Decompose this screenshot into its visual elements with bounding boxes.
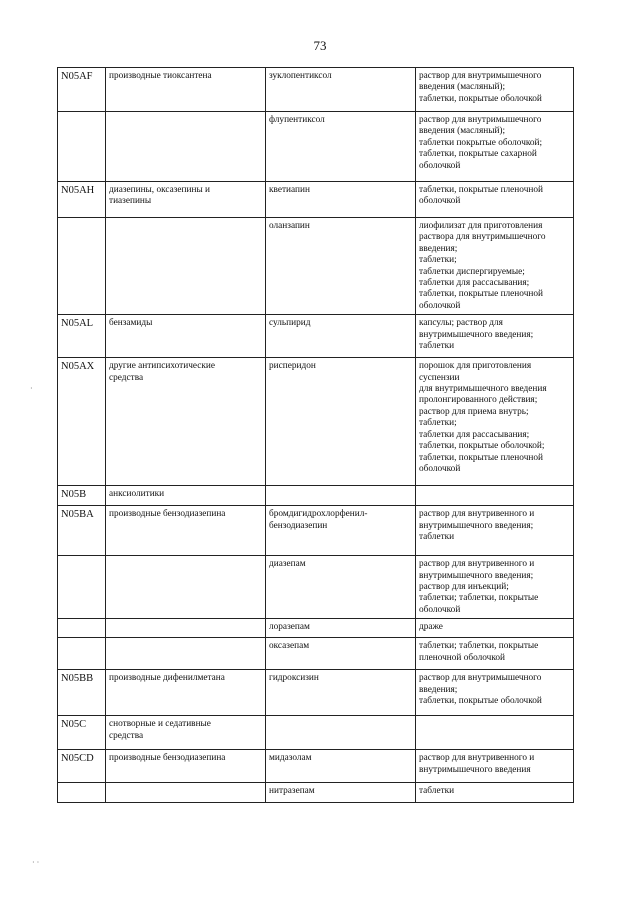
group-name-line: другие антипсихотические	[109, 361, 215, 372]
drug-name-line: рисперидон	[269, 361, 316, 372]
margin-mark: ·	[30, 384, 33, 393]
dosage-forms-line: капсулы; раствор для	[419, 318, 503, 329]
group-name-cell	[106, 358, 266, 486]
drug-name-cell	[266, 506, 416, 556]
group-name-cell	[106, 315, 266, 358]
dosage-forms-line: таблетки, покрытые оболочкой;	[419, 441, 545, 452]
atc-code-cell	[58, 506, 106, 556]
atc-code-cell	[58, 783, 106, 803]
group-name-cell	[106, 638, 266, 670]
dosage-forms-line: таблетки, покрытые оболочкой	[419, 93, 542, 104]
dosage-forms-line: таблетки, покрытые пленочной	[419, 185, 543, 195]
dosage-forms-line: раствор для внутривенного и	[419, 753, 535, 764]
dosage-forms-cell	[416, 670, 574, 716]
dosage-forms-line: оболочкой	[419, 196, 461, 207]
dosage-forms-line: для внутримышечного введения	[419, 384, 547, 395]
dosage-forms-line: таблетки диспергируемые;	[419, 266, 525, 277]
atc-code: N05AL	[61, 318, 94, 330]
dosage-forms-line: раствор для приема внутрь;	[419, 406, 529, 417]
atc-code-cell	[58, 670, 106, 716]
group-name-line: производные бензодиазепина	[109, 753, 226, 764]
dosage-forms-cell	[416, 182, 574, 218]
drug-name-cell	[266, 68, 416, 112]
dosage-forms-cell	[416, 68, 574, 112]
dosage-forms-line: внутримышечного введения;	[419, 570, 534, 581]
atc-code: N05AX	[61, 361, 95, 373]
dosage-forms-line: раствор для внутримышечного	[419, 673, 542, 684]
drug-name-line: флупентиксол	[269, 115, 325, 125]
atc-code: N05C	[61, 719, 87, 731]
dosage-forms-line: таблетки	[419, 341, 455, 352]
atc-code: N05BA	[61, 509, 94, 521]
group-name-cell	[106, 182, 266, 218]
group-name-line: бензамиды	[109, 318, 153, 329]
dosage-forms-line: оболочкой	[419, 160, 461, 171]
dosage-forms-line: таблетки;	[419, 418, 457, 429]
drug-name-cell	[266, 486, 416, 506]
dosage-forms-line: таблетки	[419, 532, 455, 543]
group-name-line: производные тиоксантена	[109, 71, 212, 81]
dosage-forms-cell	[416, 750, 574, 783]
group-name-cell	[106, 556, 266, 619]
dosage-forms-line: таблетки для рассасывания;	[419, 429, 530, 440]
dosage-forms-cell	[416, 716, 574, 750]
group-name-cell	[106, 783, 266, 803]
drug-name-line: мидазолам	[269, 753, 312, 764]
drug-name-cell	[266, 619, 416, 638]
margin-mark: · ·	[32, 858, 40, 867]
drug-name-cell	[266, 716, 416, 750]
dosage-forms-line: оболочкой	[419, 604, 461, 615]
dosage-forms-line: таблетки, покрытые сахарной	[419, 149, 537, 160]
dosage-forms-line: введения;	[419, 684, 458, 695]
atc-code: N05AH	[61, 185, 95, 196]
table-row	[58, 619, 574, 638]
dosage-forms-cell	[416, 218, 574, 315]
dosage-forms-line: таблетки; таблетки, покрытые	[419, 593, 539, 604]
dosage-forms-line: раствор для внутривенного и	[419, 559, 535, 570]
dosage-forms-line: драже	[419, 622, 443, 633]
table-row	[58, 750, 574, 783]
table-row	[58, 638, 574, 670]
atc-code-cell	[58, 182, 106, 218]
atc-code-cell	[58, 716, 106, 750]
drug-name-cell	[266, 638, 416, 670]
dosage-forms-line: таблетки, покрытые пленочной	[419, 289, 543, 300]
drug-name-line: сульпирид	[269, 318, 311, 329]
dosage-forms-cell	[416, 783, 574, 803]
dosage-forms-line: раствор для внутривенного и	[419, 509, 535, 520]
drug-name-line: диазепам	[269, 559, 306, 570]
group-name-line: тиазепины	[109, 196, 152, 207]
dosage-forms-line: таблетки для рассасывания;	[419, 278, 530, 289]
dosage-forms-line: внутримышечного введения;	[419, 520, 534, 531]
dosage-forms-line: оболочкой	[419, 463, 461, 474]
atc-code-cell	[58, 750, 106, 783]
dosage-forms-line: введения (масляный);	[419, 82, 506, 93]
table-row	[58, 68, 574, 112]
atc-code-cell	[58, 358, 106, 486]
dosage-forms-cell	[416, 556, 574, 619]
atc-code-cell	[58, 112, 106, 182]
drug-name-line: кветиапин	[269, 185, 310, 195]
drug-name-cell	[266, 218, 416, 315]
dosage-forms-cell	[416, 506, 574, 556]
table-row	[58, 182, 574, 218]
group-name-line: средства	[109, 372, 144, 383]
drug-name-line: лоразепам	[269, 622, 310, 633]
group-name-line: снотворные и седативные	[109, 719, 211, 730]
atc-code: N05B	[61, 489, 87, 501]
dosage-forms-cell	[416, 486, 574, 506]
drug-name-line: зуклопентиксол	[269, 71, 332, 81]
dosage-forms-cell	[416, 358, 574, 486]
drug-name-cell	[266, 670, 416, 716]
group-name-cell	[106, 68, 266, 112]
atc-code: N05CD	[61, 753, 94, 765]
dosage-forms-line: таблетки покрытые оболочкой;	[419, 137, 543, 148]
group-name-cell	[106, 619, 266, 638]
atc-code: N05AF	[61, 71, 93, 82]
table-row	[58, 670, 574, 716]
group-name-line: средства	[109, 730, 144, 741]
group-name-cell	[106, 486, 266, 506]
drug-name-line: бромдигидрохлорфенил-	[269, 509, 368, 520]
drug-table	[57, 67, 574, 803]
dosage-forms-line: внутримышечного введения;	[419, 329, 534, 340]
drug-name-cell	[266, 182, 416, 218]
dosage-forms-cell	[416, 315, 574, 358]
dosage-forms-line: таблетки, покрытые пленочной	[419, 452, 543, 463]
dosage-forms-line: порошок для приготовления	[419, 361, 532, 372]
drug-name-cell	[266, 112, 416, 182]
group-name-line: диазепины, оксазепины и	[109, 185, 211, 195]
dosage-forms-line: раствор для внутримышечного	[419, 71, 542, 81]
drug-name-line: гидроксизин	[269, 673, 319, 684]
atc-code-cell	[58, 619, 106, 638]
drug-name-cell	[266, 556, 416, 619]
dosage-forms-line: раствор для внутримышечного	[419, 115, 542, 125]
atc-code-cell	[58, 556, 106, 619]
drug-name-cell	[266, 358, 416, 486]
group-name-cell	[106, 670, 266, 716]
group-name-cell	[106, 750, 266, 783]
dosage-forms-line: таблетки; таблетки, покрытые	[419, 641, 539, 652]
table-body	[58, 68, 574, 803]
atc-code-cell	[58, 218, 106, 315]
dosage-forms-line: таблетки, покрытые оболочкой	[419, 696, 542, 707]
table-row	[58, 315, 574, 358]
drug-name-line: нитразепам	[269, 786, 315, 797]
table-row	[58, 783, 574, 803]
table-row	[58, 506, 574, 556]
atc-code-cell	[58, 638, 106, 670]
dosage-forms-line: внутримышечного введения	[419, 764, 531, 775]
table-row	[58, 358, 574, 486]
drug-name-line: оксазепам	[269, 641, 310, 652]
dosage-forms-line: введения (масляный);	[419, 126, 506, 137]
dosage-forms-line: раствора для внутримышечного	[419, 232, 546, 243]
atc-code: N05BB	[61, 673, 94, 685]
dosage-forms-line: пролонгированного действия;	[419, 395, 538, 406]
table-row	[58, 112, 574, 182]
table-row	[58, 218, 574, 315]
drug-name-cell	[266, 315, 416, 358]
dosage-forms-line: суспензии	[419, 372, 460, 383]
group-name-cell	[106, 506, 266, 556]
drug-name-cell	[266, 783, 416, 803]
dosage-forms-line: раствор для инъекций;	[419, 582, 509, 593]
dosage-forms-line: пленочной оболочкой	[419, 652, 506, 663]
dosage-forms-line: лиофилизат для приготовления	[419, 221, 543, 231]
group-name-cell	[106, 218, 266, 315]
drug-name-cell	[266, 750, 416, 783]
drug-name-line: бензодиазепин	[269, 520, 328, 531]
page-number: 73	[313, 38, 327, 53]
table-row	[58, 716, 574, 750]
table-row	[58, 556, 574, 619]
atc-code-cell	[58, 486, 106, 506]
group-name-cell	[106, 716, 266, 750]
group-name-line: производные дифенилметана	[109, 673, 225, 684]
group-name-line: анксиолитики	[109, 489, 165, 500]
drug-name-line: оланзапин	[269, 221, 310, 231]
dosage-forms-cell	[416, 112, 574, 182]
atc-code-cell	[58, 315, 106, 358]
atc-code-cell	[58, 68, 106, 112]
table-row	[58, 486, 574, 506]
dosage-forms-cell	[416, 638, 574, 670]
group-name-line: производные бензодиазепина	[109, 509, 226, 520]
dosage-forms-cell	[416, 619, 574, 638]
dosage-forms-line: введения;	[419, 243, 458, 254]
dosage-forms-line: таблетки	[419, 786, 455, 797]
dosage-forms-line: таблетки;	[419, 255, 457, 266]
group-name-cell	[106, 112, 266, 182]
dosage-forms-line: оболочкой	[419, 300, 461, 311]
